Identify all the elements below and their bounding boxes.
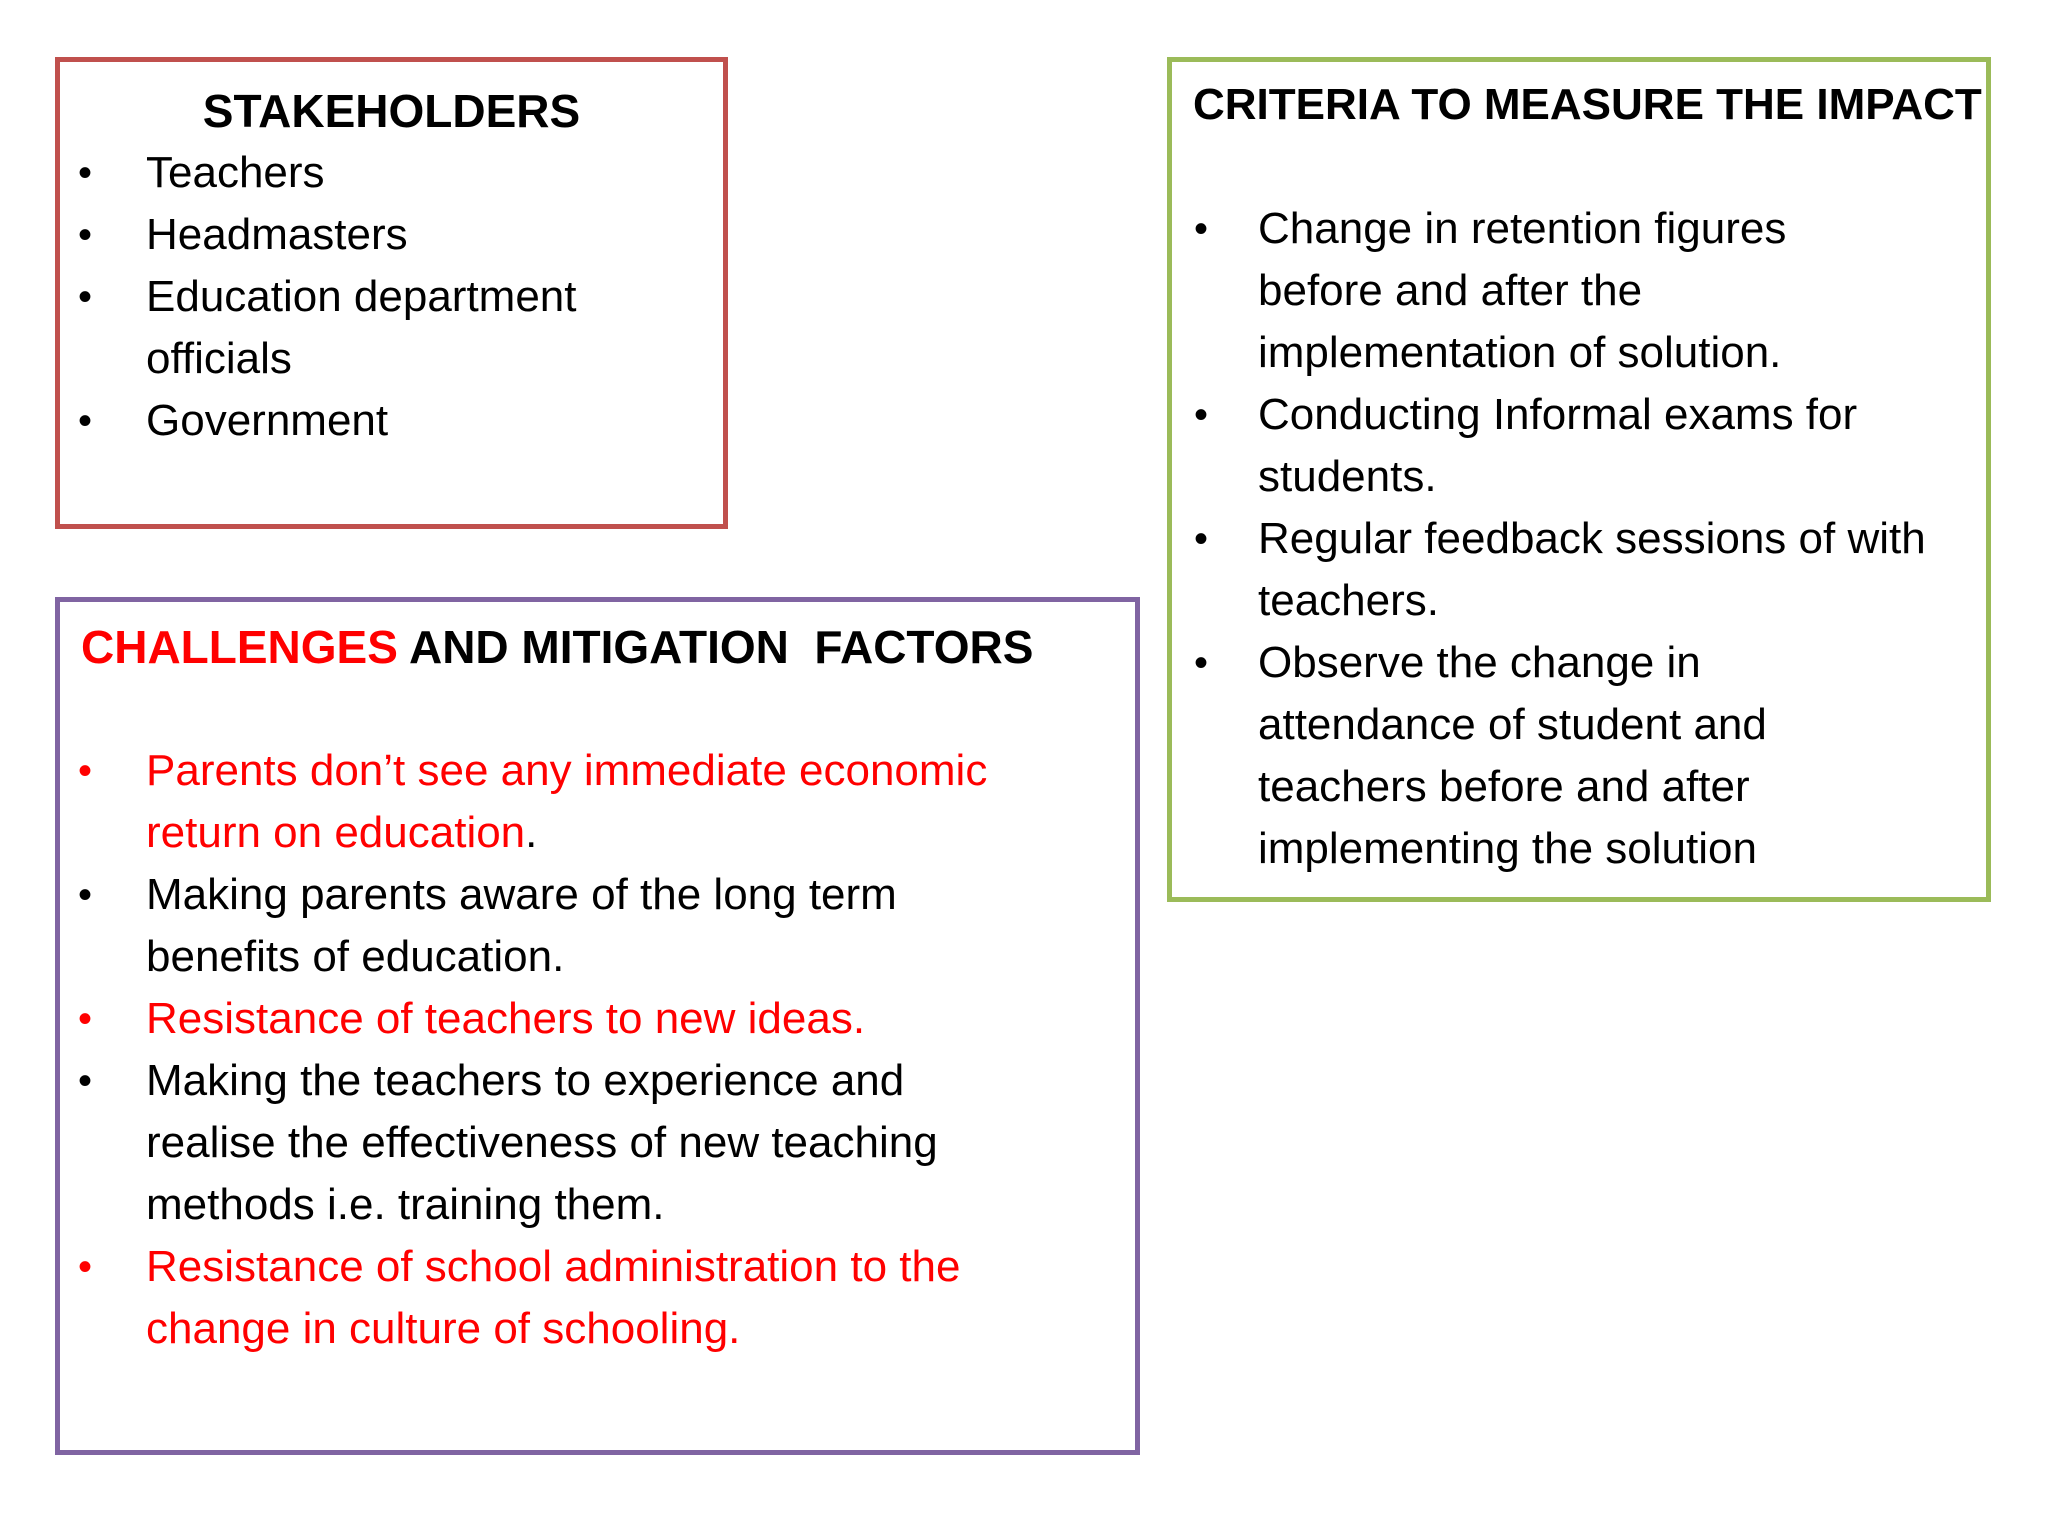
bullet-icon: •	[78, 151, 93, 195]
bullet-icon: •	[78, 997, 93, 1041]
list-item	[60, 390, 723, 452]
mitigation-item	[60, 1050, 1135, 1236]
bullet-icon: •	[1194, 641, 1209, 685]
criteria-label: Observe the change in attendance of student and teachers before and after implementing the solution	[1258, 638, 1767, 873]
challenges-box	[55, 597, 1140, 1455]
list-item	[60, 266, 723, 390]
list-item	[60, 204, 723, 266]
bullet-icon: •	[78, 1059, 93, 1103]
criteria-label: Conducting Informal exams for students.	[1258, 390, 1858, 501]
stakeholders-box	[55, 57, 728, 529]
bullet-icon: •	[1194, 517, 1209, 561]
challenge-item	[60, 740, 1135, 864]
list-item	[60, 142, 723, 204]
challenge-label-tail: .	[525, 808, 538, 857]
list-item	[1172, 384, 1986, 508]
criteria-list	[1172, 198, 1986, 880]
challenges-title-rest: AND MITIGATION FACTORS	[397, 621, 1034, 673]
challenge-label: Parents don’t see any immediate economic return on education	[146, 746, 988, 857]
bullet-icon: •	[78, 399, 93, 443]
challenge-item	[60, 988, 1135, 1050]
list-item	[1172, 632, 1986, 880]
challenges-title-highlight: CHALLENGES	[81, 621, 398, 673]
stakeholder-label: Education department officials	[146, 272, 577, 383]
challenges-title	[60, 602, 1135, 678]
stakeholders-list	[60, 142, 723, 452]
criteria-label: Regular feedback sessions of with teachers.	[1258, 514, 1926, 625]
bullet-icon: •	[1194, 207, 1209, 251]
stakeholder-label: Government	[146, 396, 389, 445]
criteria-label: Change in retention figures before and after the implementation of solution.	[1258, 204, 1787, 377]
criteria-box	[1167, 57, 1991, 902]
bullet-icon: •	[78, 275, 93, 319]
challenge-item	[60, 1236, 1135, 1360]
stakeholder-label: Headmasters	[146, 210, 408, 259]
challenge-label: Resistance of teachers to new ideas.	[146, 994, 866, 1043]
list-item	[1172, 198, 1986, 384]
bullet-icon: •	[1194, 393, 1209, 437]
bullet-icon: •	[78, 213, 93, 257]
criteria-title: CRITERIA TO MEASURE THE IMPACT	[1193, 80, 1982, 129]
mitigation-label: Making parents aware of the long term benefits of education.	[146, 870, 897, 981]
list-item	[1172, 508, 1986, 632]
bullet-icon: •	[78, 1245, 93, 1289]
challenge-label: Resistance of school administration to the change in culture of schooling.	[146, 1242, 961, 1353]
stakeholder-label: Teachers	[146, 148, 325, 197]
bullet-icon: •	[78, 873, 93, 917]
stakeholders-title: STAKEHOLDERS	[202, 85, 581, 137]
mitigation-label: Making the teachers to experience and realise the effectiveness of new teaching methods i.e. training them.	[146, 1056, 938, 1229]
bullet-icon: •	[78, 749, 93, 793]
mitigation-item	[60, 864, 1135, 988]
challenges-list	[60, 740, 1135, 1360]
